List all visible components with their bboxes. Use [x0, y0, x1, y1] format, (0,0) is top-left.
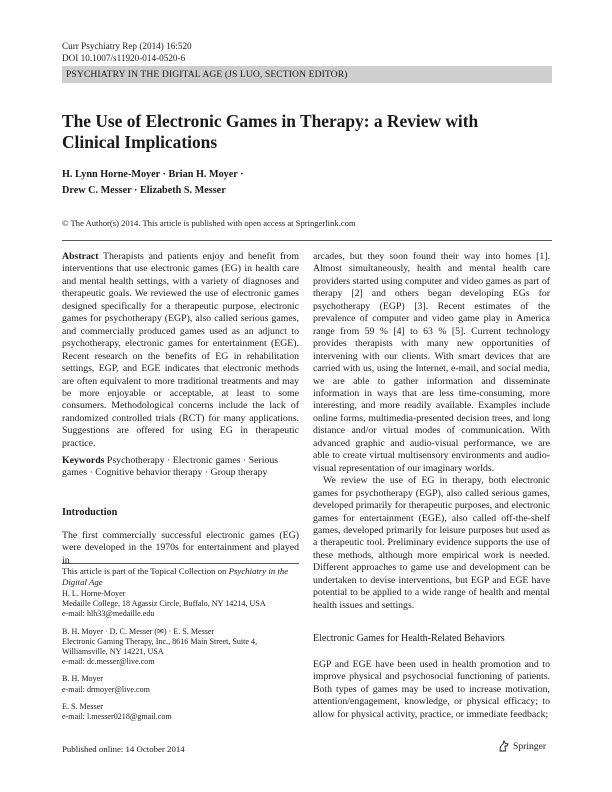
journal-citation: Curr Psychiatry Rep (2014) 16:520 [62, 41, 192, 51]
affiliation-line: e-mail: l.messer0218@gmail.com [62, 712, 172, 722]
body-paragraph-2: We review the use of EG in therapy, both electronic games for psychotherapy (EGP), also called serious games, developed primarily for therapeutic purposes, and electronic games for entertainment (EGE), also called off-the-shelf games, developed primarily for leisure purposes but used as a therapeutic tool. Preliminary evidence supports the use of these methods, although more empirical work is needed. Different approaches to game use and development can be undertaken to devise interventions, but EGP and EGE have potential to be applied to a wide range of health and mental health issues and settings. [313, 475, 550, 611]
section-banner: PSYCHIATRY IN THE DIGITAL AGE (JS LUO, SECTION EDITOR) [62, 66, 552, 83]
subsection-heading: Electronic Games for Health-Related Behaviors [313, 633, 505, 644]
affiliation-line: Medaille College, 18 Agassiz Circle, Buffalo, NY 14214, USA [62, 599, 266, 609]
affiliation-line: B. H. Moyer · D. C. Messer (✉) · E. S. Messer [62, 626, 215, 636]
springer-horse-icon [498, 740, 510, 752]
affiliation-block [62, 627, 299, 668]
footnote-prefix: This article is part of the Topical Collection on [62, 566, 227, 576]
affiliation-line: Electronic Gaming Therapy, Inc., 8616 Main Street, Suite 4, Williamsville, NY 14221, USA [62, 636, 258, 657]
author-list [62, 167, 362, 198]
affiliation-line: e-mail: dc.messer@live.com [62, 657, 155, 667]
affiliations [62, 589, 299, 722]
doi: DOI 10.1007/s11920-014-0520-6 [62, 53, 186, 63]
author-line-2: Drew C. Messer · Elizabeth S. Messer [62, 184, 226, 196]
footnote-divider [62, 563, 299, 564]
publisher-name: Springer [513, 740, 547, 752]
abstract [62, 251, 299, 450]
intro-text [62, 530, 299, 567]
affiliation-block [62, 702, 299, 722]
keywords-text: Psychotherapy · Electronic games · Serious games · Cognitive behavior therapy · Group therapy [62, 455, 279, 479]
affiliation-block [62, 589, 299, 620]
affiliation-block [62, 674, 299, 694]
right-column-body [313, 251, 550, 612]
body-paragraph-1: arcades, but they soon found their way into homes [1]. Almost simultaneously, health and mental health care providers started using computer and video games as part of therapy [2] and others began developing EGs for psychotherapy (EGP) [3]. Recent estimates of the prevalence of computer and video game play in America range from 59 % [4] to 63 % [5]. Current technology provides therapists with many new opportunities of intervening with our clients. With smart devices that are carried with us, using the Internet, e-mail, and social media, we are able to gather information and disseminate information in ways that are less time-consuming, more interesting, and more readily available. Examples include online forms, multimedia-presented decision trees, and long distance and/or virtual modes of communication. With advanced graphic and audio-visual performance, we are able to create virtual multisensory environments and audio-visual representation of our imaginary worlds. [313, 251, 550, 474]
publication-date: Published online: 14 October 2014 [62, 744, 185, 754]
right-column-continued [313, 659, 550, 721]
body-paragraph-3: EGP and EGE have been used in health promotion and to improve physical and psychosocial functioning of patients. Both types of games may be used to increase motivation, attention/engagement, knowledge, or physical efficacy; to allow for physical activity, practice, or immediate feedback; [313, 659, 550, 720]
journal-header [62, 40, 192, 64]
affiliation-line: H. L. Horne-Moyer [62, 589, 126, 598]
abstract-text: Therapists and patients enjoy and benefit from interventions that use electronic games (EG) in health care and mental health settings, with a variety of diagnoses and therapeutic goals. We reviewed the use of electronic games designed specifically for a therapeutic purpose, electronic games for psychotherapy (EGP), also called serious games, and commercially produced games used as an adjunct to psychotherapy, electronic games for entertainment (EGE). Recent research on the benefits of EG in rehabilitation settings, EGP, and EGE indicates that electronic methods are often equivalent to more traditional treatments and may be more enjoyable or acceptable, at least to some consumers. Methodological concerns include the lack of randomized controlled trials (RCT) for many applications. Suggestions are offered for using EG in therapeutic practice. [62, 251, 299, 449]
header-divider [62, 240, 552, 241]
affiliation-line: E. S. Messer [62, 701, 103, 711]
collection-footnote [62, 566, 299, 588]
article-title: The Use of Electronic Games in Therapy: a Review with Clinical Implications [62, 111, 479, 152]
publisher-logo [498, 740, 546, 752]
keywords [62, 455, 299, 480]
affiliation-line: e-mail: hlh33@medaille.edu [62, 609, 155, 619]
author-line-1: H. Lynn Horne-Moyer · Brian H. Moyer · [62, 169, 244, 180]
affiliation-line: e-mail: drmoyer@live.com [62, 684, 150, 694]
open-access-notice: © The Author(s) 2014. This article is published with open access at Springerlink.com [62, 218, 356, 228]
abstract-label: Abstract [62, 251, 99, 262]
affiliation-line: B. H. Moyer [62, 674, 103, 684]
keywords-label: Keywords [62, 455, 105, 466]
intro-heading: Introduction [62, 507, 118, 518]
footnote-collection: Psychiatry in the Digital Age [62, 566, 289, 588]
intro-paragraph: The first commercially successful electronic games (EG) were developed in the 1970s for entertainment and played in [62, 530, 299, 566]
